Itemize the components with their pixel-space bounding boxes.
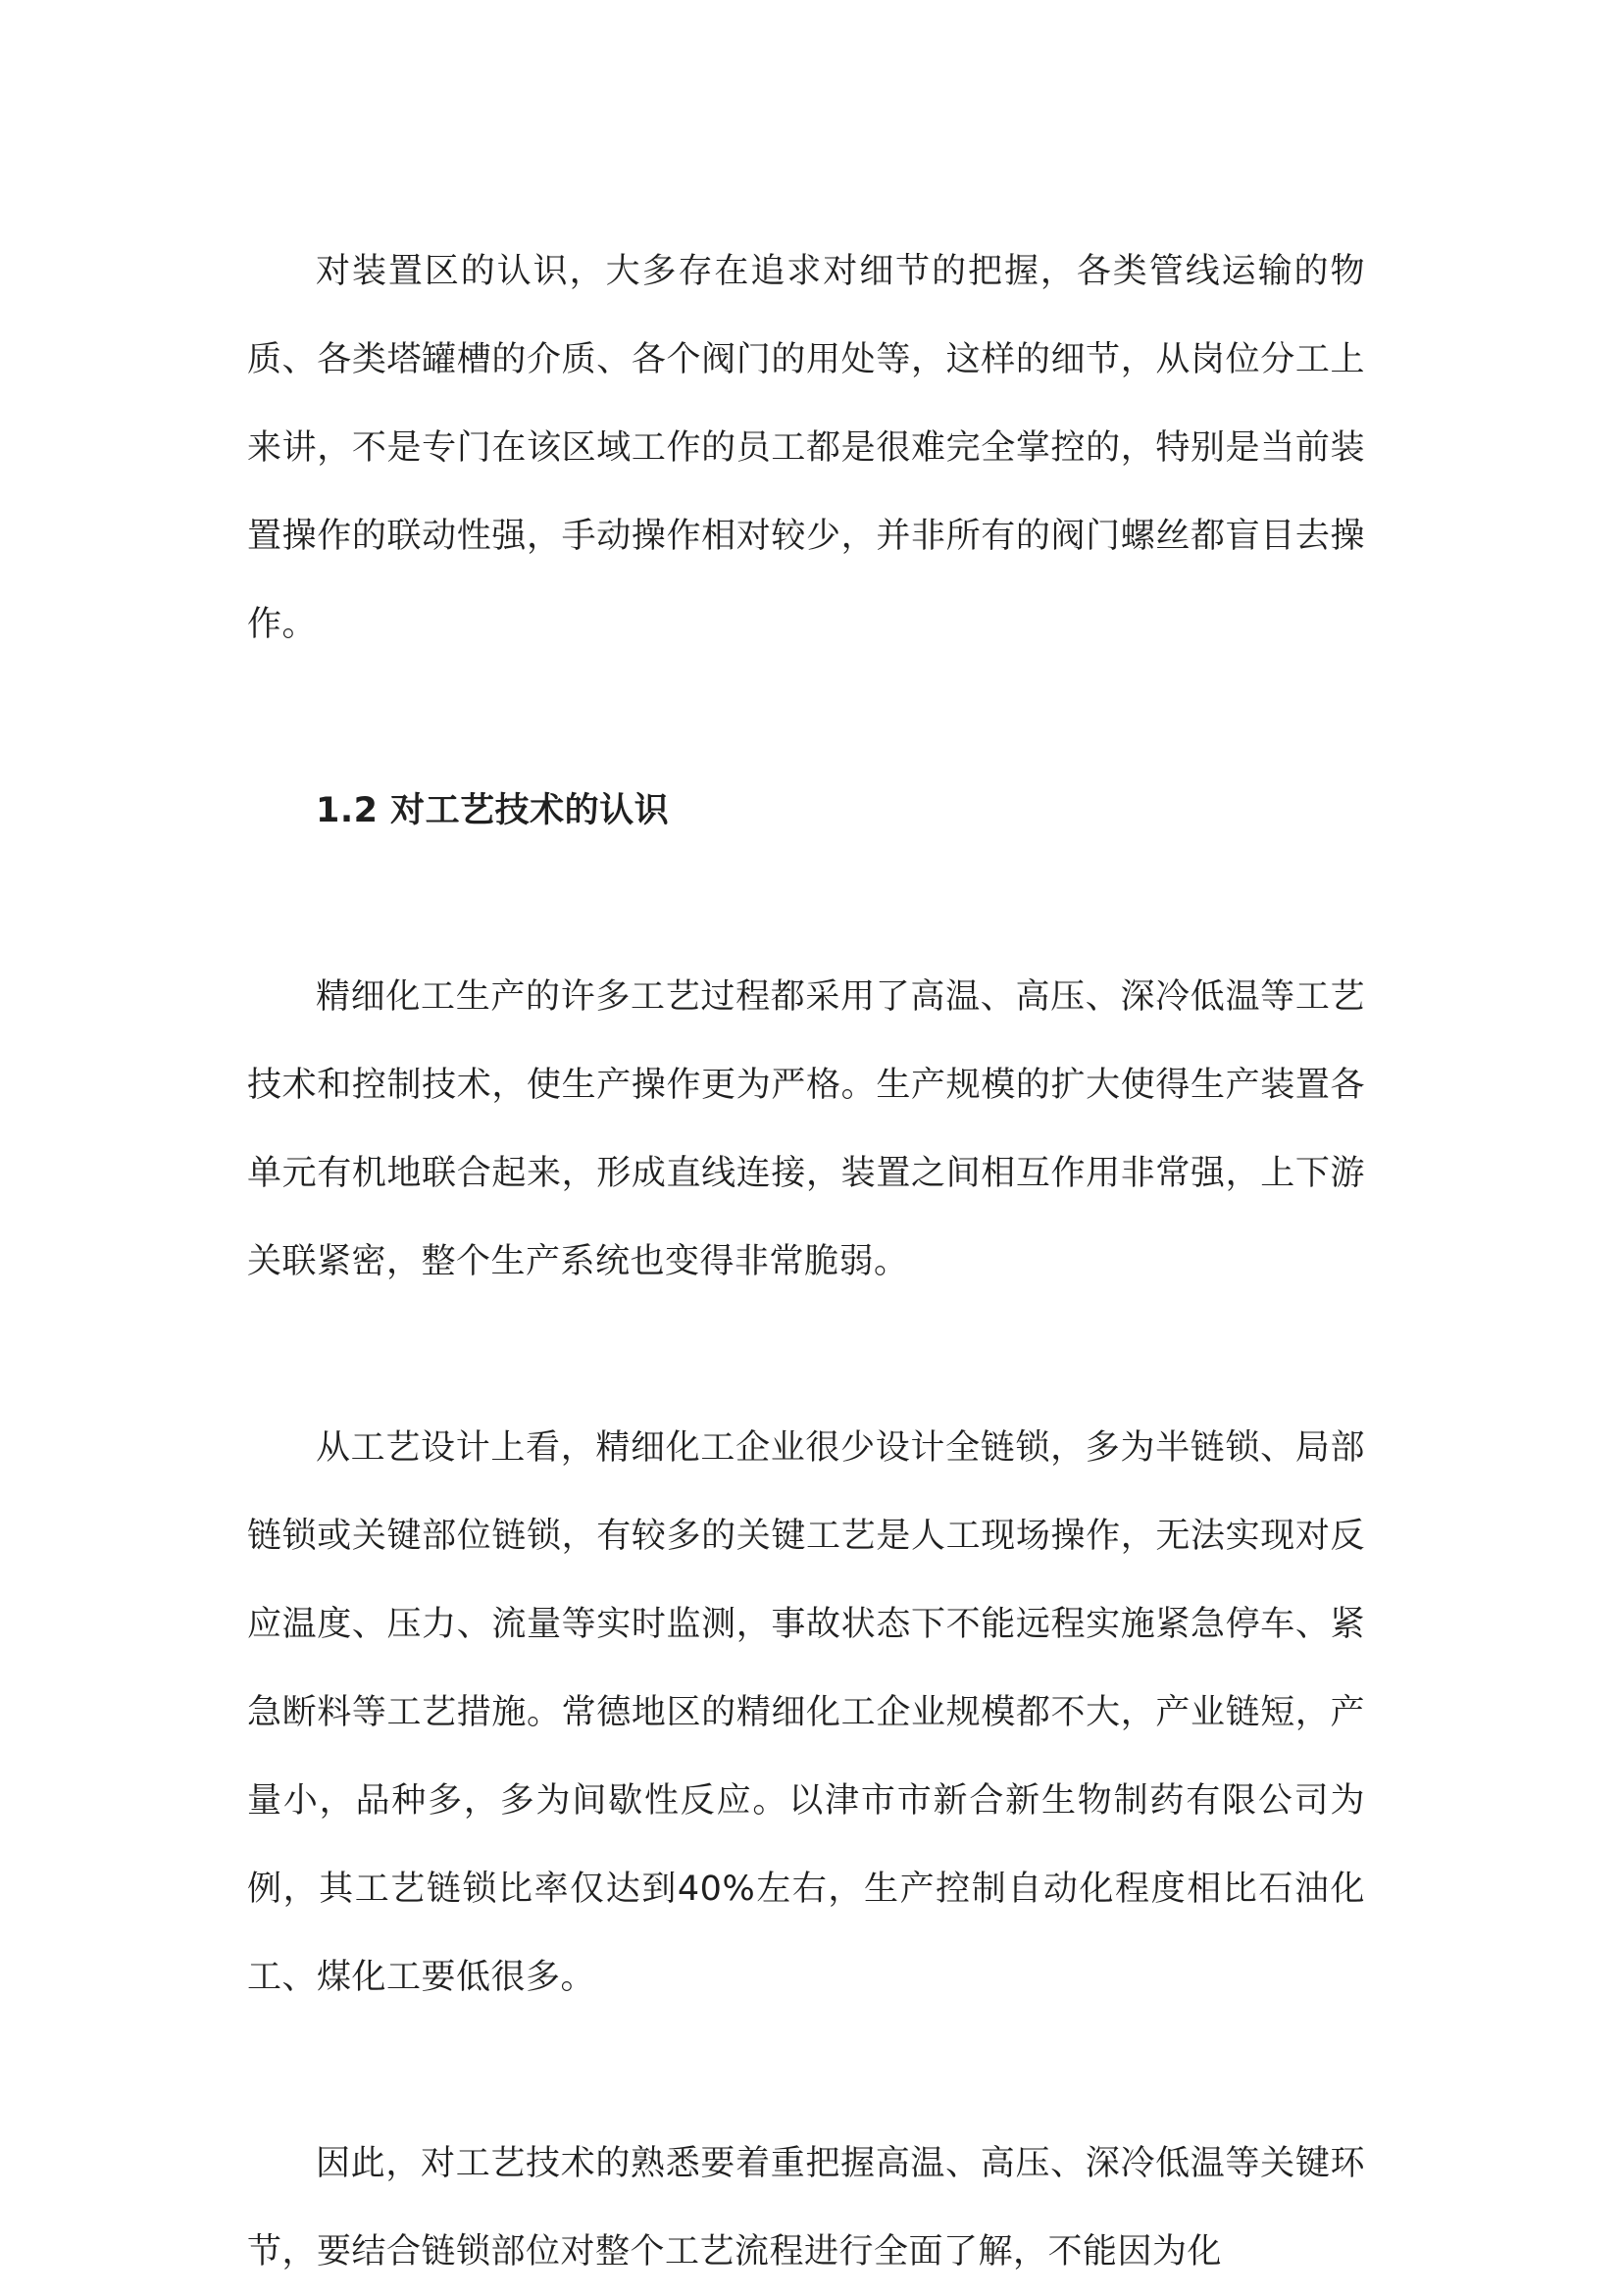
paragraph-device-area: 对装置区的认识，大多存在追求对细节的把握，各类管线运输的物质、各类塔罐槽的介质、各个阀门的用处等，这样的细节，从岗位分工上来讲，不是专门在该区域工作的员工都是很难完全掌控的，特别是当前装置操作的联动性强，手动操作相对较少，并非所有的阀门螺丝都盲目去操作。 (247, 252, 1365, 644)
paragraph-process-technology: 精细化工生产的许多工艺过程都采用了高温、高压、深冷低温等工艺技术和控制技术，使生产操作更为严格。生产规模的扩大使得生产装置各单元有机地联合起来，形成直线连接，装置之间相互作用非常强，上下游关联紧密，整个生产系统也变得非常脆弱。 (247, 977, 1365, 1281)
paragraph-conclusion: 因此，对工艺技术的熟悉要着重把握高温、高压、深冷低温等关键环节，要结合链锁部位对整个工艺流程进行全面了解，不能因为化 (247, 2144, 1365, 2271)
section-heading: 1.2 对工艺技术的认识 (316, 791, 670, 830)
paragraph-process-design: 从工艺设计上看，精细化工企业很少设计全链锁，多为半链锁、局部链锁或关键部位链锁，有较多的关键工艺是人工现场操作，无法实现对反应温度、压力、流量等实时监测，事故状态下不能远程实施紧急停车、紧急断料等工艺措施。常德地区的精细化工企业规模都不大，产业链短，产量小，品种多，多为间歇性反应。以津市市新合新生物制药有限公司为例，其工艺链锁比率仅达到40%左右，生产控制自动化程度相比石油化工、煤化工要低很多。 (247, 1428, 1365, 1997)
document-page (247, 227, 1365, 2296)
